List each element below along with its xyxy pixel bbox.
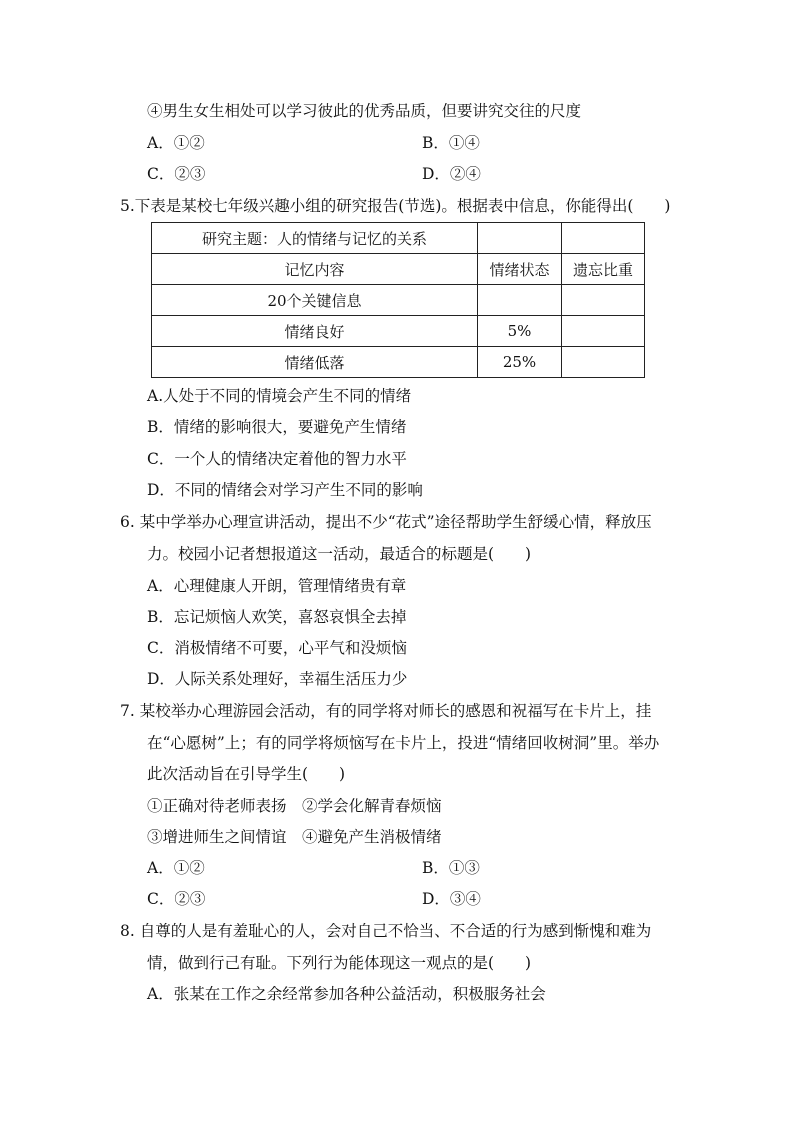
q6-stem-line1: 6. 某中学举办心理宣讲活动，提出不少“花式”途径帮助学生舒缓心情，释放压 <box>120 513 652 531</box>
q5-stem: 5.下表是某校七年级兴趣小组的研究报告(节选)。根据表中信息，你能得出( ) <box>120 197 671 215</box>
table-row <box>152 285 645 316</box>
q7-option-d[interactable]: D．③④ <box>422 890 481 908</box>
q7-statements-line1: ①正确对待老师表扬 ②学会化解青春烦恼 <box>147 797 442 815</box>
q7-stem-line1: 7. 某校举办心理游园会活动，有的同学将对师长的感恩和祝福写在卡片上，挂 <box>120 702 652 720</box>
table-title-cell: 研究主题：人的情绪与记忆的关系 <box>152 223 478 254</box>
q4-option-b[interactable]: B．①④ <box>422 134 480 152</box>
q5-option-b[interactable]: B．情绪的影响很大，要避免产生情绪 <box>147 418 407 436</box>
table-row <box>152 347 645 378</box>
q8-stem-line2: 情，做到行己有耻。下列行为能体现这一观点的是( ) <box>147 954 532 972</box>
q7-stem-line2: 在“心愿树”上；有的同学将烦恼写在卡片上，投进“情绪回收树洞”里。举办 <box>147 734 660 752</box>
q6-option-c[interactable]: C．消极情绪不可要，心平气和没烦恼 <box>147 639 407 657</box>
table-cell <box>478 285 562 316</box>
q8-option-a[interactable]: A．张某在工作之余经常参加各种公益活动，积极服务社会 <box>147 985 546 1003</box>
q6-option-b[interactable]: B．忘记烦恼人欢笑，喜怒哀惧全去掉 <box>147 608 407 626</box>
table-cell <box>562 285 645 316</box>
q7-option-c[interactable]: C．②③ <box>147 890 206 908</box>
table-cell: 20个关键信息 <box>152 285 478 316</box>
q7-stem-line3: 此次活动旨在引导学生( ) <box>147 765 346 783</box>
q8-stem-line1: 8. 自尊的人是有羞耻心的人，会对自己不恰当、不合适的行为感到惭愧和难为 <box>120 922 652 940</box>
q4-statement-4: ④男生女生相处可以学习彼此的优秀品质，但要讲究交往的尺度 <box>147 102 582 120</box>
research-report-table <box>151 222 645 378</box>
table-cell <box>562 347 645 378</box>
table-cell: 情绪低落 <box>152 347 478 378</box>
q4-option-a[interactable]: A．①② <box>147 134 205 152</box>
header-emotion-state: 情绪状态 <box>478 254 562 285</box>
table-cell: 25% <box>478 347 562 378</box>
table-cell: 5% <box>478 316 562 347</box>
table-cell <box>478 223 562 254</box>
header-forget-ratio: 遗忘比重 <box>562 254 645 285</box>
table-row <box>152 316 645 347</box>
q6-option-a[interactable]: A．心理健康人开朗，管理情绪贵有章 <box>147 577 407 595</box>
q5-option-d[interactable]: D．不同的情绪会对学习产生不同的影响 <box>147 481 423 499</box>
q5-option-a[interactable]: A.人处于不同的情境会产生不同的情绪 <box>147 387 412 405</box>
q4-option-c[interactable]: C．②③ <box>147 165 206 183</box>
header-memory-content: 记忆内容 <box>152 254 478 285</box>
q7-option-b[interactable]: B．①③ <box>422 859 480 877</box>
table-cell: 情绪良好 <box>152 316 478 347</box>
q7-statements-line2: ③增进师生之间情谊 ④避免产生消极情绪 <box>147 828 442 846</box>
table-header-row <box>152 254 645 285</box>
q4-option-d[interactable]: D．②④ <box>422 165 481 183</box>
q6-option-d[interactable]: D．人际关系处理好，幸福生活压力少 <box>147 670 408 688</box>
q5-option-c[interactable]: C．一个人的情绪决定着他的智力水平 <box>147 450 407 468</box>
table-cell <box>562 223 645 254</box>
table-row <box>152 223 645 254</box>
table-cell <box>562 316 645 347</box>
q7-option-a[interactable]: A．①② <box>147 859 205 877</box>
q6-stem-line2: 力。校园小记者想报道这一活动，最适合的标题是( ) <box>147 545 532 563</box>
